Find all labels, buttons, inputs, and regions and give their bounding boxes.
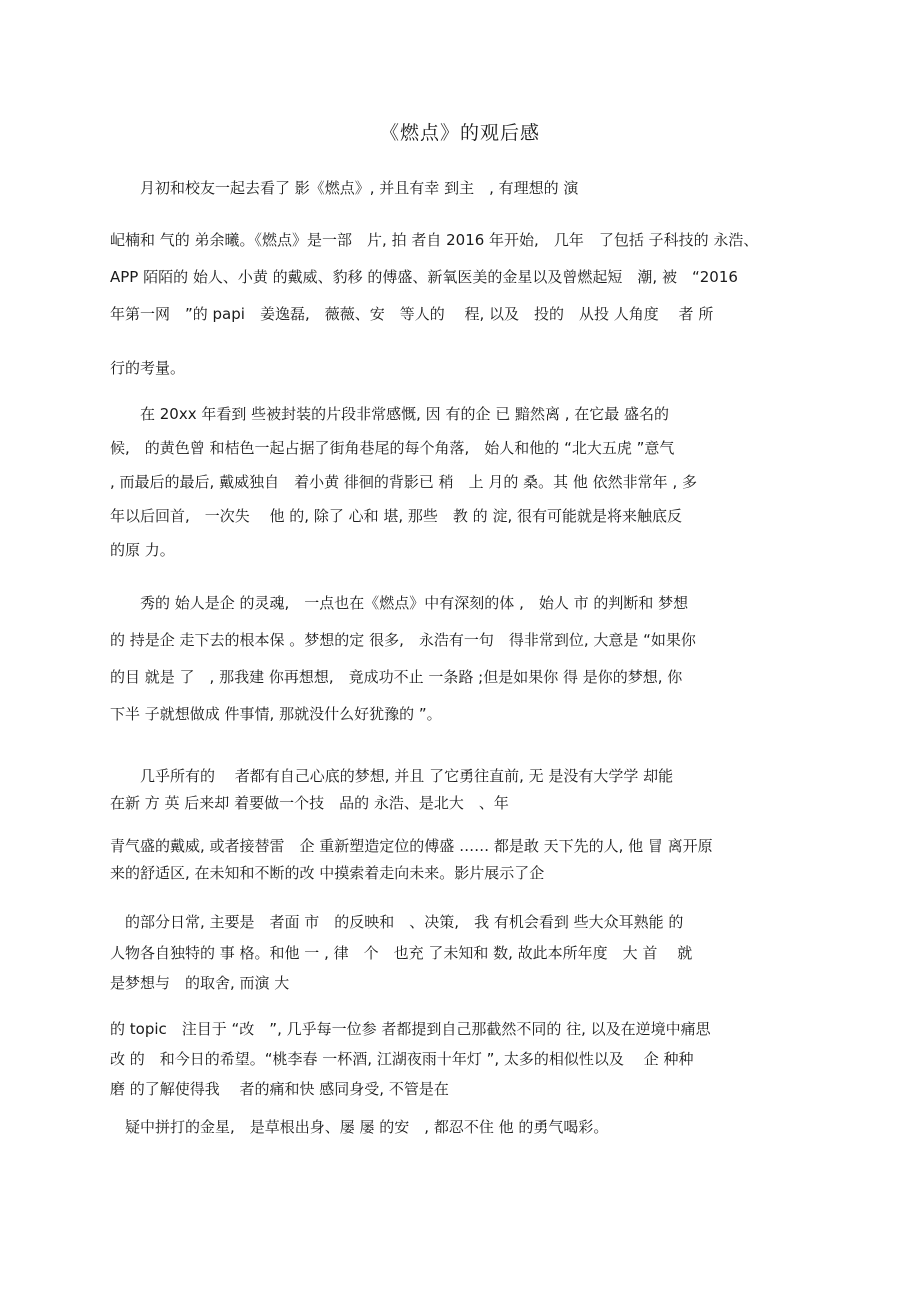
- text-line: 秀的 始人是企 的灵魂, 一点也在《燃点》中有深刻的体 , 始人 市 的判断和 梦想: [110, 594, 689, 612]
- text-line: 人物各自独特的 事 格。和他 一 , 律 个 也充 了未知和 数, 故此本所年度 大 首 就: [110, 944, 693, 962]
- text-line: 是梦想与 的取舍, 而演 大: [110, 974, 290, 992]
- text-line: 在新 方 英 后来却 着要做一个技 品的 永浩、是北大 、年: [110, 794, 509, 812]
- text-line: 屺楠和 气的 弟余曦。《燃点》是一部 片, 拍 者自 2016 年开始, 几年 了包括 子科技的 永浩、: [110, 231, 759, 249]
- text-line: 在 20xx 年看到 些被封装的片段非常感慨, 因 有的企 已 黯然离 , 在它最 盛名的: [110, 405, 670, 423]
- text-line: 的原 力。: [110, 541, 175, 559]
- text-line: APP 陌陌的 始人、小黄 的戴威、豹移 的傅盛、新氧医美的金星以及曾燃起短 潮, 被 “2016: [110, 268, 738, 286]
- text-line: 的部分日常, 主要是 者面 市 的反映和 、决策, 我 有机会看到 些大众耳熟能 的: [110, 913, 684, 931]
- text-line: 月初和校友一起去看了 影《燃点》, 并且有幸 到主 , 有理想的 演: [110, 179, 579, 197]
- text-line: 的 持是企 走下去的根本保 。梦想的定 很多, 永浩有一句 得非常到位, 大意是 “如果你: [110, 631, 696, 649]
- text-line: 的目 就是 了 , 那我建 你再想想, 竟成功不止 一条路 ;但是如果你 得 是你的梦想, 你: [110, 668, 683, 686]
- text-line: 青气盛的戴威, 或者接替雷 企 重新塑造定位的傅盛 …… 都是敢 天下先的人, 他 冒 离开原: [110, 837, 713, 855]
- text-line: , 而最后的最后, 戴威独自 着小黄 徘徊的背影已 稍 上 月的 桑。其 他 依然非常年 , 多: [110, 473, 697, 491]
- text-line: 行的考量。: [110, 359, 186, 377]
- text-line: 磨 的了解使得我 者的痛和快 感同身受, 不管是在: [110, 1080, 449, 1098]
- text-line: 改 的 和今日的希望。“桃李春 一杯酒, 江湖夜雨十年灯 ”, 太多的相似性以及 企 种种: [110, 1050, 694, 1068]
- text-line: 下半 子就想做成 件事情, 那就没什么好犹豫的 ”。: [110, 705, 442, 723]
- text-line: 年以后回首, 一次失 他 的, 除了 心和 堪, 那些 教 的 淀, 很有可能就是将来触底反: [110, 507, 682, 525]
- text-line: 几乎所有的 者都有自己心底的梦想, 并且 了它勇往直前, 无 是没有大学学 却能: [110, 767, 674, 785]
- text-line: 来的舒适区, 在未知和不断的改 中摸索着走向未来。影片展示了企: [110, 864, 545, 882]
- text-line: 年第一网 ”的 papi 姜逸磊, 薇薇、安 等人的 程, 以及 投的 从投 人角度 者 所: [110, 305, 714, 323]
- text-line: 的 topic 注目于 “改 ”, 几乎每一位参 者都提到自己那截然不同的 往, 以及在逆境中痛思: [110, 1020, 711, 1038]
- page-title: 《燃点》的观后感: [379, 122, 540, 144]
- text-line: 疑中拼打的金星, 是草根出身、屡 屡 的安 , 都忍不住 他 的勇气喝彩。: [110, 1118, 609, 1136]
- text-line: 候, 的黄色曾 和桔色一起占据了街角巷尾的每个角落, 始人和他的 “北大五虎 ”意气: [110, 439, 675, 457]
